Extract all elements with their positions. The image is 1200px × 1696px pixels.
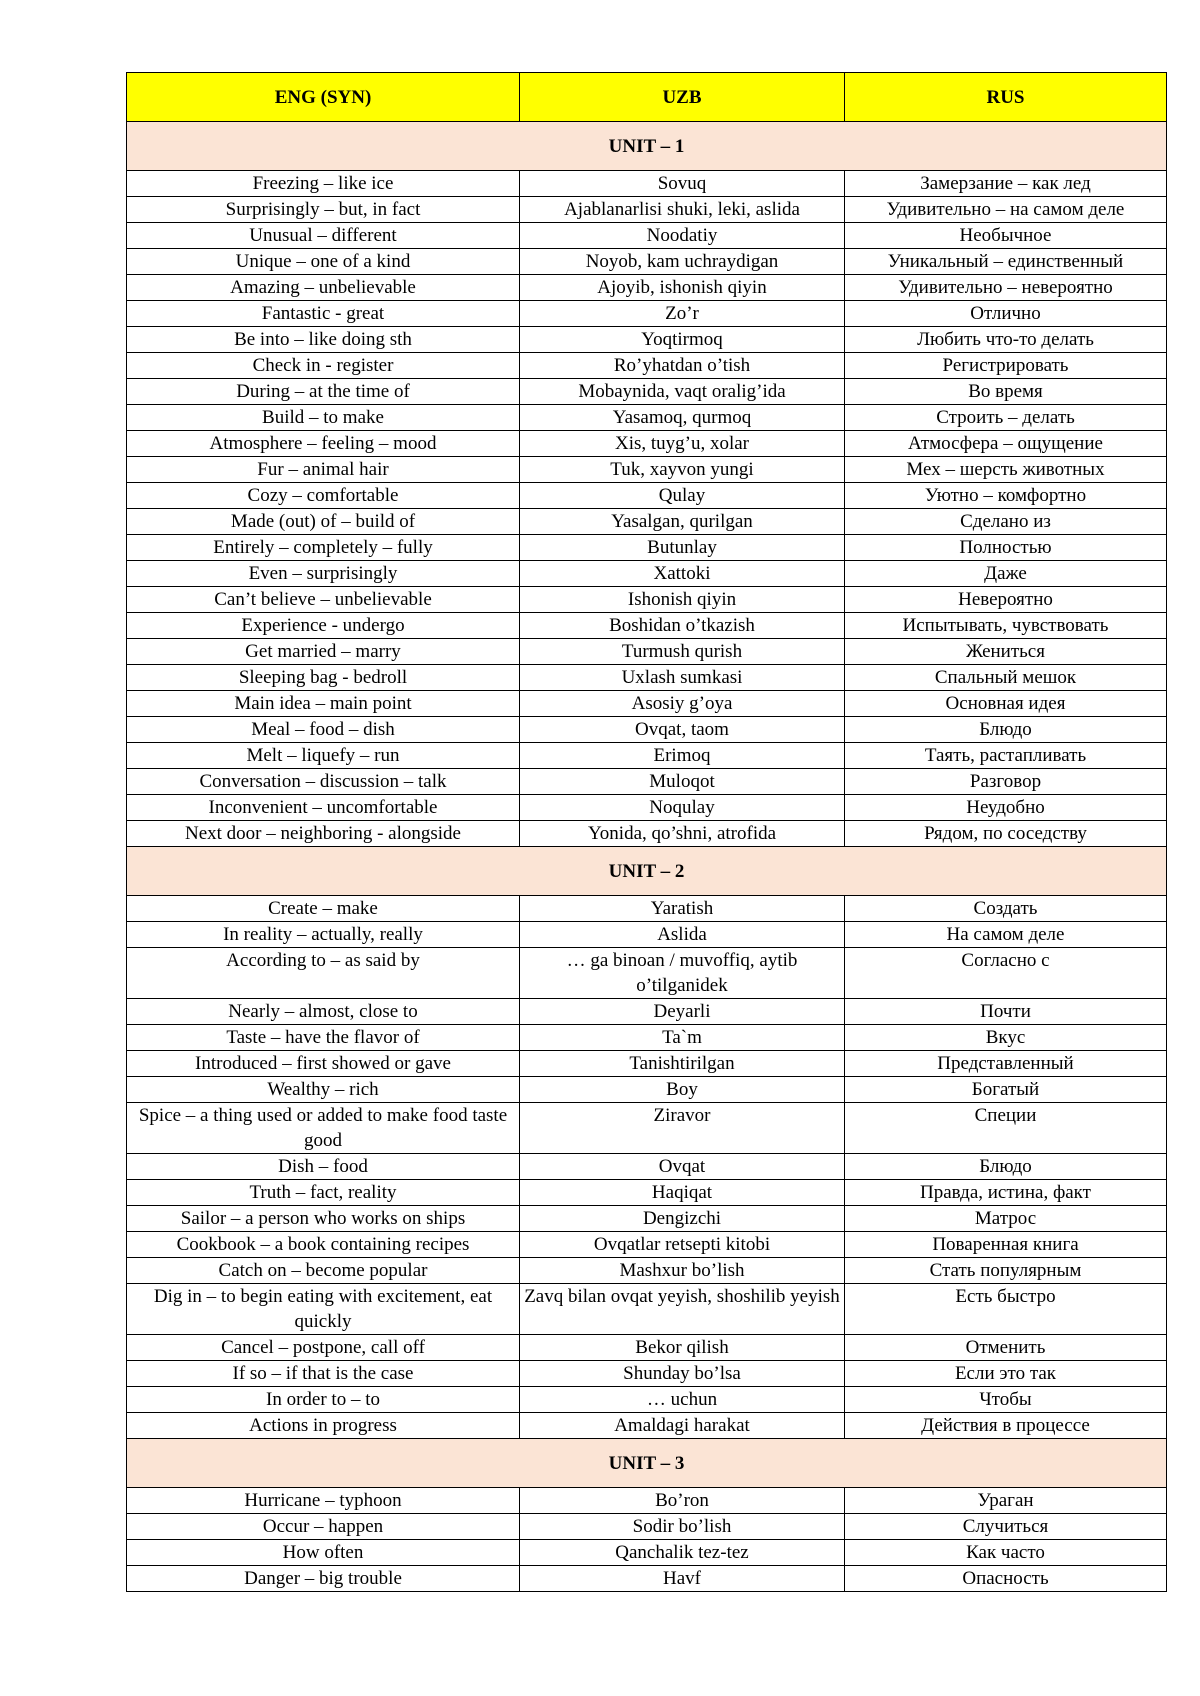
uzb-cell: Turmush qurish bbox=[520, 639, 845, 665]
table-row bbox=[127, 275, 1167, 301]
table-row bbox=[127, 922, 1167, 948]
uzb-cell: Boy bbox=[520, 1077, 845, 1103]
eng-cell: Danger – big trouble bbox=[127, 1566, 520, 1592]
eng-cell: Catch on – become popular bbox=[127, 1258, 520, 1284]
table-row bbox=[127, 821, 1167, 847]
eng-cell: If so – if that is the case bbox=[127, 1361, 520, 1387]
table-row bbox=[127, 795, 1167, 821]
table-row bbox=[127, 353, 1167, 379]
table-row bbox=[127, 896, 1167, 922]
rus-cell: Во время bbox=[845, 379, 1167, 405]
uzb-cell: Haqiqat bbox=[520, 1180, 845, 1206]
table-row bbox=[127, 1206, 1167, 1232]
eng-cell: Taste – have the flavor of bbox=[127, 1025, 520, 1051]
uzb-cell: Asosiy g’oya bbox=[520, 691, 845, 717]
uzb-cell: Noqulay bbox=[520, 795, 845, 821]
uzb-cell: Mobaynida, vaqt oralig’ida bbox=[520, 379, 845, 405]
eng-cell: Dig in – to begin eating with excitement, eat quickly bbox=[127, 1284, 520, 1335]
header-rus: RUS bbox=[845, 73, 1167, 122]
uzb-cell: Ovqatlar retsepti kitobi bbox=[520, 1232, 845, 1258]
uzb-cell: Ajoyib, ishonish qiyin bbox=[520, 275, 845, 301]
uzb-cell: Ziravor bbox=[520, 1103, 845, 1154]
table-row bbox=[127, 1335, 1167, 1361]
uzb-cell: Yasalgan, qurilgan bbox=[520, 509, 845, 535]
eng-cell: Create – make bbox=[127, 896, 520, 922]
rus-cell: Случиться bbox=[845, 1514, 1167, 1540]
eng-cell: How often bbox=[127, 1540, 520, 1566]
table-row bbox=[127, 1258, 1167, 1284]
rus-cell: Разговор bbox=[845, 769, 1167, 795]
eng-cell: Cancel – postpone, call off bbox=[127, 1335, 520, 1361]
rus-cell: Удивительно – невероятно bbox=[845, 275, 1167, 301]
rus-cell: Невероятно bbox=[845, 587, 1167, 613]
table-row bbox=[127, 1566, 1167, 1592]
table-row bbox=[127, 769, 1167, 795]
rus-cell: Богатый bbox=[845, 1077, 1167, 1103]
table-row bbox=[127, 613, 1167, 639]
eng-cell: Introduced – first showed or gave bbox=[127, 1051, 520, 1077]
eng-cell: Wealthy – rich bbox=[127, 1077, 520, 1103]
rus-cell: Если это так bbox=[845, 1361, 1167, 1387]
eng-cell: During – at the time of bbox=[127, 379, 520, 405]
uzb-cell: Dengizchi bbox=[520, 1206, 845, 1232]
uzb-cell: Boshidan o’tkazish bbox=[520, 613, 845, 639]
rus-cell: Блюдо bbox=[845, 717, 1167, 743]
uzb-cell: Yoqtirmoq bbox=[520, 327, 845, 353]
rus-cell: Согласно с bbox=[845, 948, 1167, 999]
eng-cell: Main idea – main point bbox=[127, 691, 520, 717]
rus-cell: Основная идея bbox=[845, 691, 1167, 717]
eng-cell: Surprisingly – but, in fact bbox=[127, 197, 520, 223]
eng-cell: Melt – liquefy – run bbox=[127, 743, 520, 769]
table-row bbox=[127, 535, 1167, 561]
table-row bbox=[127, 1387, 1167, 1413]
rus-cell: Регистрировать bbox=[845, 353, 1167, 379]
uzb-cell: Zo’r bbox=[520, 301, 845, 327]
rus-cell: Полностью bbox=[845, 535, 1167, 561]
eng-cell: Dish – food bbox=[127, 1154, 520, 1180]
uzb-cell: Ovqat, taom bbox=[520, 717, 845, 743]
eng-cell: Actions in progress bbox=[127, 1413, 520, 1439]
table-row bbox=[127, 1103, 1167, 1154]
rus-cell: Поваренная книга bbox=[845, 1232, 1167, 1258]
rus-cell: Замерзание – как лед bbox=[845, 171, 1167, 197]
rus-cell: Блюдо bbox=[845, 1154, 1167, 1180]
uzb-cell: Yonida, qo’shni, atrofida bbox=[520, 821, 845, 847]
uzb-cell: Xis, tuyg’u, xolar bbox=[520, 431, 845, 457]
unit-header-row bbox=[127, 847, 1167, 896]
rus-cell: Даже bbox=[845, 561, 1167, 587]
eng-cell: Unusual – different bbox=[127, 223, 520, 249]
table-row bbox=[127, 639, 1167, 665]
rus-cell: Матрос bbox=[845, 1206, 1167, 1232]
uzb-cell: Amaldagi harakat bbox=[520, 1413, 845, 1439]
uzb-cell: Erimoq bbox=[520, 743, 845, 769]
table-row bbox=[127, 587, 1167, 613]
uzb-cell: Ovqat bbox=[520, 1154, 845, 1180]
rus-cell: Как часто bbox=[845, 1540, 1167, 1566]
rus-cell: Ураган bbox=[845, 1488, 1167, 1514]
rus-cell: Стать популярным bbox=[845, 1258, 1167, 1284]
table-row bbox=[127, 665, 1167, 691]
table-row bbox=[127, 999, 1167, 1025]
eng-cell: Experience - undergo bbox=[127, 613, 520, 639]
table-row bbox=[127, 691, 1167, 717]
eng-cell: Be into – like doing sth bbox=[127, 327, 520, 353]
eng-cell: In order to – to bbox=[127, 1387, 520, 1413]
table-row bbox=[127, 327, 1167, 353]
rus-cell: Чтобы bbox=[845, 1387, 1167, 1413]
rus-cell: Опасность bbox=[845, 1566, 1167, 1592]
rus-cell: Уникальный – единственный bbox=[845, 249, 1167, 275]
uzb-cell: Havf bbox=[520, 1566, 845, 1592]
rus-cell: Испытывать, чувствовать bbox=[845, 613, 1167, 639]
eng-cell: Sleeping bag - bedroll bbox=[127, 665, 520, 691]
table-row bbox=[127, 1232, 1167, 1258]
table-row bbox=[127, 948, 1167, 999]
uzb-cell: Ta`m bbox=[520, 1025, 845, 1051]
eng-cell: Unique – one of a kind bbox=[127, 249, 520, 275]
eng-cell: Get married – marry bbox=[127, 639, 520, 665]
eng-cell: Fantastic - great bbox=[127, 301, 520, 327]
rus-cell: Почти bbox=[845, 999, 1167, 1025]
rus-cell: Специи bbox=[845, 1103, 1167, 1154]
uzb-cell: Mashxur bo’lish bbox=[520, 1258, 845, 1284]
table-row bbox=[127, 197, 1167, 223]
uzb-cell: Noyob, kam uchraydigan bbox=[520, 249, 845, 275]
eng-cell: Truth – fact, reality bbox=[127, 1180, 520, 1206]
table-row bbox=[127, 223, 1167, 249]
table-row bbox=[127, 301, 1167, 327]
table-row bbox=[127, 1154, 1167, 1180]
rus-cell: Строить – делать bbox=[845, 405, 1167, 431]
eng-cell: Can’t believe – unbelievable bbox=[127, 587, 520, 613]
table-row bbox=[127, 717, 1167, 743]
uzb-cell: Zavq bilan ovqat yeyish, shoshilib yeyish bbox=[520, 1284, 845, 1335]
rus-cell: Жениться bbox=[845, 639, 1167, 665]
eng-cell: Next door – neighboring - alongside bbox=[127, 821, 520, 847]
uzb-cell: Muloqot bbox=[520, 769, 845, 795]
eng-cell: Check in - register bbox=[127, 353, 520, 379]
uzb-cell: Ajablanarlisi shuki, leki, aslida bbox=[520, 197, 845, 223]
eng-cell: Even – surprisingly bbox=[127, 561, 520, 587]
rus-cell: На самом деле bbox=[845, 922, 1167, 948]
table-row bbox=[127, 743, 1167, 769]
uzb-cell: … ga binoan / muvoffiq, aytib o’tilganidek bbox=[520, 948, 845, 999]
eng-cell: Conversation – discussion – talk bbox=[127, 769, 520, 795]
eng-cell: Occur – happen bbox=[127, 1514, 520, 1540]
eng-cell: Atmosphere – feeling – mood bbox=[127, 431, 520, 457]
uzb-cell: Bekor qilish bbox=[520, 1335, 845, 1361]
uzb-cell: Sodir bo’lish bbox=[520, 1514, 845, 1540]
header-uzb: UZB bbox=[520, 73, 845, 122]
eng-cell: According to – as said by bbox=[127, 948, 520, 999]
unit-title: UNIT – 1 bbox=[127, 122, 1167, 171]
unit-title: UNIT – 3 bbox=[127, 1439, 1167, 1488]
rus-cell: Рядом, по соседству bbox=[845, 821, 1167, 847]
uzb-cell: Tuk, xayvon yungi bbox=[520, 457, 845, 483]
uzb-cell: Ro’yhatdan o’tish bbox=[520, 353, 845, 379]
vocabulary-body bbox=[127, 122, 1167, 1592]
header-row bbox=[127, 73, 1167, 122]
eng-cell: Spice – a thing used or added to make food taste good bbox=[127, 1103, 520, 1154]
rus-cell: Есть быстро bbox=[845, 1284, 1167, 1335]
uzb-cell: Qulay bbox=[520, 483, 845, 509]
table-row bbox=[127, 483, 1167, 509]
rus-cell: Таять, растапливать bbox=[845, 743, 1167, 769]
rus-cell: Создать bbox=[845, 896, 1167, 922]
unit-title: UNIT – 2 bbox=[127, 847, 1167, 896]
rus-cell: Уютно – комфортно bbox=[845, 483, 1167, 509]
eng-cell: Entirely – completely – fully bbox=[127, 535, 520, 561]
table-row bbox=[127, 561, 1167, 587]
rus-cell: Любить что-то делать bbox=[845, 327, 1167, 353]
table-row bbox=[127, 431, 1167, 457]
rus-cell: Необычное bbox=[845, 223, 1167, 249]
table-row bbox=[127, 509, 1167, 535]
uzb-cell: Yaratish bbox=[520, 896, 845, 922]
table-row bbox=[127, 457, 1167, 483]
eng-cell: Nearly – almost, close to bbox=[127, 999, 520, 1025]
table-row bbox=[127, 1077, 1167, 1103]
eng-cell: Cookbook – a book containing recipes bbox=[127, 1232, 520, 1258]
uzb-cell: Shunday bo’lsa bbox=[520, 1361, 845, 1387]
table-row bbox=[127, 1180, 1167, 1206]
rus-cell: Представленный bbox=[845, 1051, 1167, 1077]
eng-cell: Freezing – like ice bbox=[127, 171, 520, 197]
rus-cell: Мех – шерсть животных bbox=[845, 457, 1167, 483]
eng-cell: Inconvenient – uncomfortable bbox=[127, 795, 520, 821]
unit-header-row bbox=[127, 122, 1167, 171]
uzb-cell: Deyarli bbox=[520, 999, 845, 1025]
uzb-cell: Noodatiy bbox=[520, 223, 845, 249]
eng-cell: Sailor – a person who works on ships bbox=[127, 1206, 520, 1232]
rus-cell: Спальный мешок bbox=[845, 665, 1167, 691]
table-row bbox=[127, 405, 1167, 431]
uzb-cell: Sovuq bbox=[520, 171, 845, 197]
rus-cell: Удивительно – на самом деле bbox=[845, 197, 1167, 223]
uzb-cell: Yasamoq, qurmoq bbox=[520, 405, 845, 431]
uzb-cell: Ishonish qiyin bbox=[520, 587, 845, 613]
rus-cell: Атмосфера – ощущение bbox=[845, 431, 1167, 457]
eng-cell: Amazing – unbelievable bbox=[127, 275, 520, 301]
table-row bbox=[127, 249, 1167, 275]
table-row bbox=[127, 1025, 1167, 1051]
rus-cell: Действия в процессе bbox=[845, 1413, 1167, 1439]
uzb-cell: Tanishtirilgan bbox=[520, 1051, 845, 1077]
rus-cell: Отменить bbox=[845, 1335, 1167, 1361]
eng-cell: Cozy – comfortable bbox=[127, 483, 520, 509]
table-row bbox=[127, 1361, 1167, 1387]
table-row bbox=[127, 1051, 1167, 1077]
table-row bbox=[127, 1514, 1167, 1540]
uzb-cell: Xattoki bbox=[520, 561, 845, 587]
header-eng: ENG (SYN) bbox=[127, 73, 520, 122]
table-row bbox=[127, 1284, 1167, 1335]
eng-cell: Made (out) of – build of bbox=[127, 509, 520, 535]
rus-cell: Правда, истина, факт bbox=[845, 1180, 1167, 1206]
table-row bbox=[127, 1488, 1167, 1514]
uzb-cell: Aslida bbox=[520, 922, 845, 948]
uzb-cell: Uxlash sumkasi bbox=[520, 665, 845, 691]
eng-cell: Fur – animal hair bbox=[127, 457, 520, 483]
uzb-cell: Qanchalik tez-tez bbox=[520, 1540, 845, 1566]
uzb-cell: Butunlay bbox=[520, 535, 845, 561]
eng-cell: In reality – actually, really bbox=[127, 922, 520, 948]
table-row bbox=[127, 1540, 1167, 1566]
eng-cell: Meal – food – dish bbox=[127, 717, 520, 743]
uzb-cell: … uchun bbox=[520, 1387, 845, 1413]
table-row bbox=[127, 1413, 1167, 1439]
eng-cell: Hurricane – typhoon bbox=[127, 1488, 520, 1514]
eng-cell: Build – to make bbox=[127, 405, 520, 431]
rus-cell: Вкус bbox=[845, 1025, 1167, 1051]
rus-cell: Сделано из bbox=[845, 509, 1167, 535]
vocabulary-table bbox=[126, 72, 1167, 1592]
unit-header-row bbox=[127, 1439, 1167, 1488]
uzb-cell: Bo’ron bbox=[520, 1488, 845, 1514]
table-row bbox=[127, 171, 1167, 197]
rus-cell: Отлично bbox=[845, 301, 1167, 327]
rus-cell: Неудобно bbox=[845, 795, 1167, 821]
table-row bbox=[127, 379, 1167, 405]
